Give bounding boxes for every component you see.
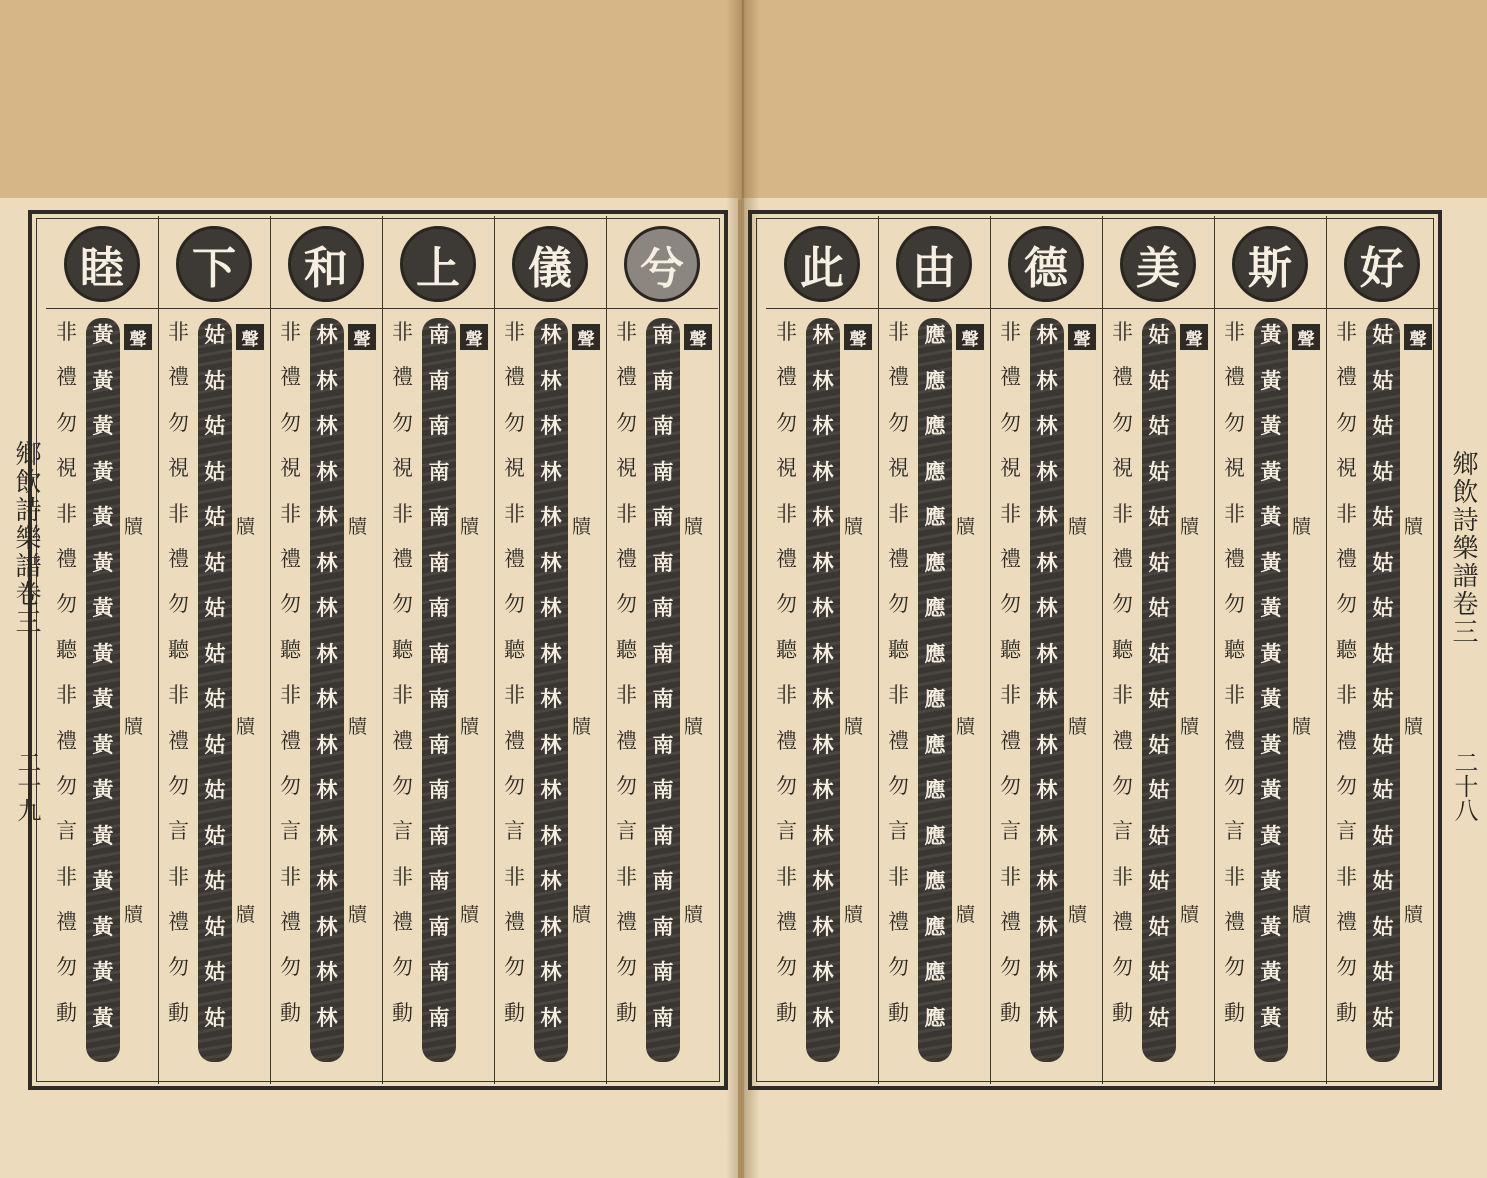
du-marker: 牘: [844, 516, 864, 538]
gesture-text-column: 非 禮 勿 視 非 禮 勿 聽 非 禮 勿 言 非 禮 勿 動: [888, 320, 909, 1025]
column-divider: [382, 216, 383, 1084]
gesture-text-column: 非 禮 勿 視 非 禮 勿 聽 非 禮 勿 言 非 禮 勿 動: [776, 320, 797, 1025]
column-divider: [1326, 216, 1327, 1084]
column-divider: [990, 216, 991, 1084]
du-marker: 牘: [236, 904, 256, 926]
column-divider: [270, 216, 271, 1084]
sheng-label: 聲: [1068, 324, 1096, 350]
lyric-character: 斯: [1232, 226, 1308, 302]
pitch-note-bar: 林 林 林 林 林 林 林 林 林 林 林 林 林 林 林 林: [310, 318, 344, 1062]
lyric-character: 德: [1008, 226, 1084, 302]
du-marker: 牘: [572, 716, 592, 738]
column-divider: [606, 216, 607, 1084]
du-marker: 牘: [684, 516, 704, 538]
pitch-note-bar: 南 南 南 南 南 南 南 南 南 南 南 南 南 南 南 南: [646, 318, 680, 1062]
gesture-text-column: 非 禮 勿 視 非 禮 勿 聽 非 禮 勿 言 非 禮 勿 動: [504, 320, 525, 1025]
du-marker: 牘: [236, 716, 256, 738]
sheng-label: 聲: [684, 324, 712, 350]
column-divider: [1214, 216, 1215, 1084]
du-marker: 牘: [1404, 904, 1424, 926]
sheng-label: 聲: [844, 324, 872, 350]
du-marker: 牘: [844, 904, 864, 926]
pitch-note-bar: 林 林 林 林 林 林 林 林 林 林 林 林 林 林 林 林: [534, 318, 568, 1062]
sheng-label: 聲: [572, 324, 600, 350]
gesture-text-column: 非 禮 勿 視 非 禮 勿 聽 非 禮 勿 言 非 禮 勿 動: [1112, 320, 1133, 1025]
pitch-note-bar: 應 應 應 應 應 應 應 應 應 應 應 應 應 應 應 應: [918, 318, 952, 1062]
sheng-label: 聲: [236, 324, 264, 350]
du-marker: 牘: [684, 904, 704, 926]
pitch-note-bar: 南 南 南 南 南 南 南 南 南 南 南 南 南 南 南 南: [422, 318, 456, 1062]
pitch-note-bar: 林 林 林 林 林 林 林 林 林 林 林 林 林 林 林 林: [806, 318, 840, 1062]
du-marker: 牘: [956, 904, 976, 926]
gesture-text-column: 非 禮 勿 視 非 禮 勿 聽 非 禮 勿 言 非 禮 勿 動: [1336, 320, 1357, 1025]
pitch-note-bar: 姑 姑 姑 姑 姑 姑 姑 姑 姑 姑 姑 姑 姑 姑 姑 姑: [198, 318, 232, 1062]
du-marker: 牘: [1292, 904, 1312, 926]
lyric-character: 兮: [624, 226, 700, 302]
lyric-character: 儀: [512, 226, 588, 302]
right-page-number: 二十八: [1450, 750, 1478, 822]
right-margin-title-text: 鄉飲詩樂譜卷三: [1448, 450, 1478, 646]
du-marker: 牘: [348, 516, 368, 538]
gesture-text-column: 非 禮 勿 視 非 禮 勿 聽 非 禮 勿 言 非 禮 勿 動: [168, 320, 189, 1025]
gesture-text-column: 非 禮 勿 視 非 禮 勿 聽 非 禮 勿 言 非 禮 勿 動: [616, 320, 637, 1025]
column-divider: [494, 216, 495, 1084]
left-page-number: 二十九: [13, 750, 41, 822]
lyric-character: 睦: [64, 226, 140, 302]
left-margin-title: [0, 210, 40, 1090]
du-marker: 牘: [844, 716, 864, 738]
gesture-text-column: 非 禮 勿 視 非 禮 勿 聽 非 禮 勿 言 非 禮 勿 動: [392, 320, 413, 1025]
du-marker: 牘: [348, 904, 368, 926]
du-marker: 牘: [1180, 904, 1200, 926]
du-marker: 牘: [1068, 904, 1088, 926]
pitch-note-bar: 黃 黃 黃 黃 黃 黃 黃 黃 黃 黃 黃 黃 黃 黃 黃 黃: [86, 318, 120, 1062]
right-margin-title: [1437, 210, 1477, 1090]
sheng-label: 聲: [1404, 324, 1432, 350]
lyric-character: 美: [1120, 226, 1196, 302]
du-marker: 牘: [572, 904, 592, 926]
column-divider: [158, 216, 159, 1084]
du-marker: 牘: [460, 904, 480, 926]
du-marker: 牘: [956, 516, 976, 538]
lyric-character: 下: [176, 226, 252, 302]
du-marker: 牘: [1404, 516, 1424, 538]
gesture-text-column: 非 禮 勿 視 非 禮 勿 聽 非 禮 勿 言 非 禮 勿 動: [1224, 320, 1245, 1025]
du-marker: 牘: [956, 716, 976, 738]
pitch-note-bar: 姑 姑 姑 姑 姑 姑 姑 姑 姑 姑 姑 姑 姑 姑 姑 姑: [1366, 318, 1400, 1062]
du-marker: 牘: [1180, 716, 1200, 738]
column-divider: [878, 216, 879, 1084]
left-margin-title-text: 鄉飲詩樂譜卷三: [11, 440, 41, 636]
du-marker: 牘: [460, 716, 480, 738]
lyric-character: 好: [1344, 226, 1420, 302]
sheng-label: 聲: [460, 324, 488, 350]
du-marker: 牘: [1068, 516, 1088, 538]
lyric-character: 和: [288, 226, 364, 302]
du-marker: 牘: [1068, 716, 1088, 738]
du-marker: 牘: [124, 516, 144, 538]
lyric-character: 此: [784, 226, 860, 302]
sheng-label: 聲: [124, 324, 152, 350]
pitch-note-bar: 黃 黃 黃 黃 黃 黃 黃 黃 黃 黃 黃 黃 黃 黃 黃 黃: [1254, 318, 1288, 1062]
du-marker: 牘: [460, 516, 480, 538]
du-marker: 牘: [684, 716, 704, 738]
pitch-note-bar: 姑 姑 姑 姑 姑 姑 姑 姑 姑 姑 姑 姑 姑 姑 姑 姑: [1142, 318, 1176, 1062]
du-marker: 牘: [124, 716, 144, 738]
lyric-character: 由: [896, 226, 972, 302]
column-divider: [1102, 216, 1103, 1084]
du-marker: 牘: [1292, 516, 1312, 538]
sheng-label: 聲: [956, 324, 984, 350]
sheng-label: 聲: [1292, 324, 1320, 350]
sheng-label: 聲: [348, 324, 376, 350]
du-marker: 牘: [1292, 716, 1312, 738]
lyric-character: 上: [400, 226, 476, 302]
sheng-label: 聲: [1180, 324, 1208, 350]
du-marker: 牘: [1180, 516, 1200, 538]
du-marker: 牘: [572, 516, 592, 538]
du-marker: 牘: [124, 904, 144, 926]
gesture-text-column: 非 禮 勿 視 非 禮 勿 聽 非 禮 勿 言 非 禮 勿 動: [56, 320, 77, 1025]
du-marker: 牘: [1404, 716, 1424, 738]
du-marker: 牘: [236, 516, 256, 538]
pitch-note-bar: 林 林 林 林 林 林 林 林 林 林 林 林 林 林 林 林: [1030, 318, 1064, 1062]
du-marker: 牘: [348, 716, 368, 738]
gesture-text-column: 非 禮 勿 視 非 禮 勿 聽 非 禮 勿 言 非 禮 勿 動: [280, 320, 301, 1025]
gesture-text-column: 非 禮 勿 視 非 禮 勿 聽 非 禮 勿 言 非 禮 勿 動: [1000, 320, 1021, 1025]
